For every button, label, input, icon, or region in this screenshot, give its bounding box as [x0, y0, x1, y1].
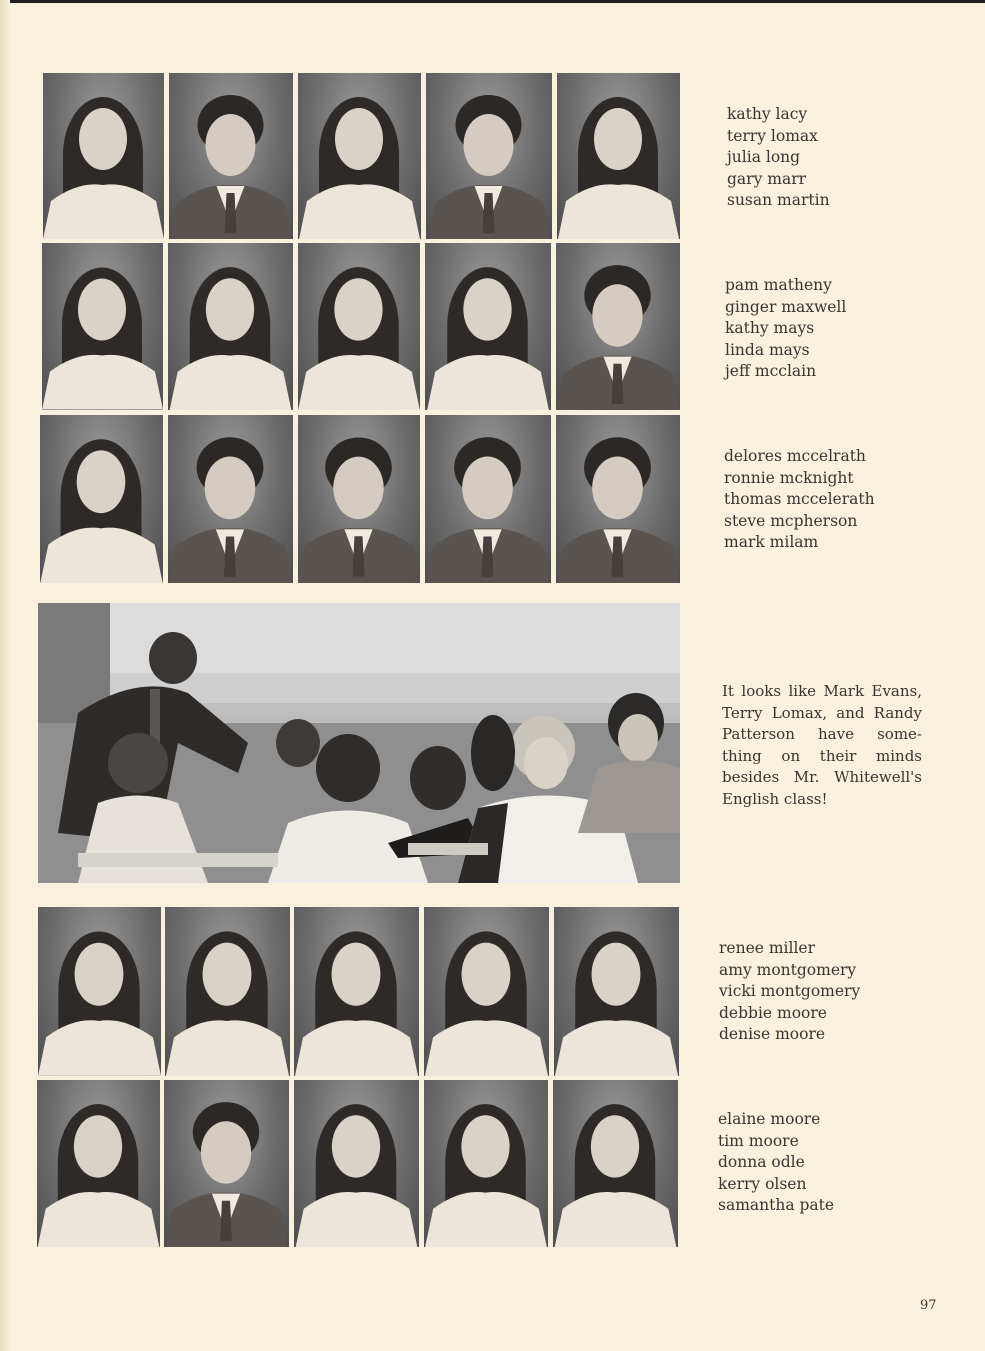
student-name: renee miller [719, 939, 815, 957]
student-name: elaine moore [718, 1110, 821, 1128]
student-name: thomas mccelerath [724, 490, 875, 508]
portrait-row-1 [43, 73, 680, 239]
student-name: susan martin [727, 191, 830, 209]
student-name: pam matheny [725, 276, 832, 294]
student-portrait [426, 73, 552, 239]
student-portrait [165, 907, 290, 1076]
student-portrait [42, 243, 163, 410]
caption-line: thing on their minds [722, 746, 922, 765]
student-name: amy montgomery [719, 960, 857, 979]
student-portrait [556, 243, 680, 410]
student-portrait [294, 907, 419, 1076]
student-name: steve mcpherson [724, 511, 858, 530]
student-name: jeff mcclain [725, 362, 817, 380]
student-name: kerry olsen [718, 1174, 807, 1193]
page-top-rule [0, 0, 985, 3]
student-name: donna odle [718, 1153, 805, 1171]
name-list-row-2 [725, 275, 846, 383]
student-portrait [557, 73, 680, 239]
name-list-row-3 [724, 446, 875, 554]
student-portrait [424, 907, 549, 1076]
student-portrait [298, 415, 420, 583]
caption-line: besides Mr. Whitewell's [722, 768, 922, 786]
student-portrait [37, 1080, 160, 1247]
student-portrait [40, 415, 163, 583]
name-list-row-5 [718, 1109, 834, 1217]
student-portrait [168, 243, 293, 410]
classroom-group-photo [38, 603, 680, 883]
student-portrait [168, 415, 293, 583]
student-name: julia long [727, 148, 801, 166]
student-name: gary marr [727, 169, 807, 188]
student-name: ronnie mcknight [724, 468, 854, 487]
student-portrait [298, 243, 420, 410]
student-portrait [169, 73, 293, 239]
caption-line: Patterson have some- [722, 725, 922, 743]
name-list-row-1 [727, 104, 830, 212]
student-name: vicki montgomery [719, 982, 861, 1000]
student-name: linda mays [725, 340, 810, 359]
page-number: 97 [920, 1298, 937, 1313]
student-portrait [554, 907, 679, 1076]
portrait-row-5 [37, 1080, 678, 1247]
portrait-row-3 [40, 415, 680, 583]
student-portrait [425, 243, 551, 410]
student-name: terry lomax [727, 126, 818, 145]
student-portrait [294, 1080, 419, 1247]
photo-caption [722, 681, 922, 810]
student-portrait [553, 1080, 678, 1247]
caption-line: Terry Lomax, and Randy [722, 703, 922, 722]
student-name: kathy mays [725, 319, 815, 337]
student-portrait [298, 73, 421, 239]
student-portrait [424, 1080, 548, 1247]
student-portrait [425, 415, 551, 583]
student-portrait [164, 1080, 289, 1247]
student-name: samantha pate [718, 1196, 835, 1214]
page-edge-shadow [0, 0, 10, 1351]
student-portrait [556, 415, 680, 583]
student-name: debbie moore [719, 1003, 827, 1022]
student-portrait [38, 907, 161, 1076]
portrait-row-2 [42, 243, 680, 410]
student-name: ginger maxwell [725, 297, 847, 316]
name-list-row-4 [719, 938, 860, 1046]
student-name: kathy lacy [727, 105, 808, 123]
student-portrait [43, 73, 164, 239]
student-name: tim moore [718, 1131, 799, 1150]
student-name: denise moore [719, 1025, 826, 1043]
student-name: delores mccelrath [724, 447, 866, 465]
caption-line: It looks like Mark Evans, [722, 682, 922, 700]
caption-line: English class! [722, 789, 828, 808]
portrait-row-4 [38, 907, 679, 1076]
student-name: mark milam [724, 533, 819, 551]
